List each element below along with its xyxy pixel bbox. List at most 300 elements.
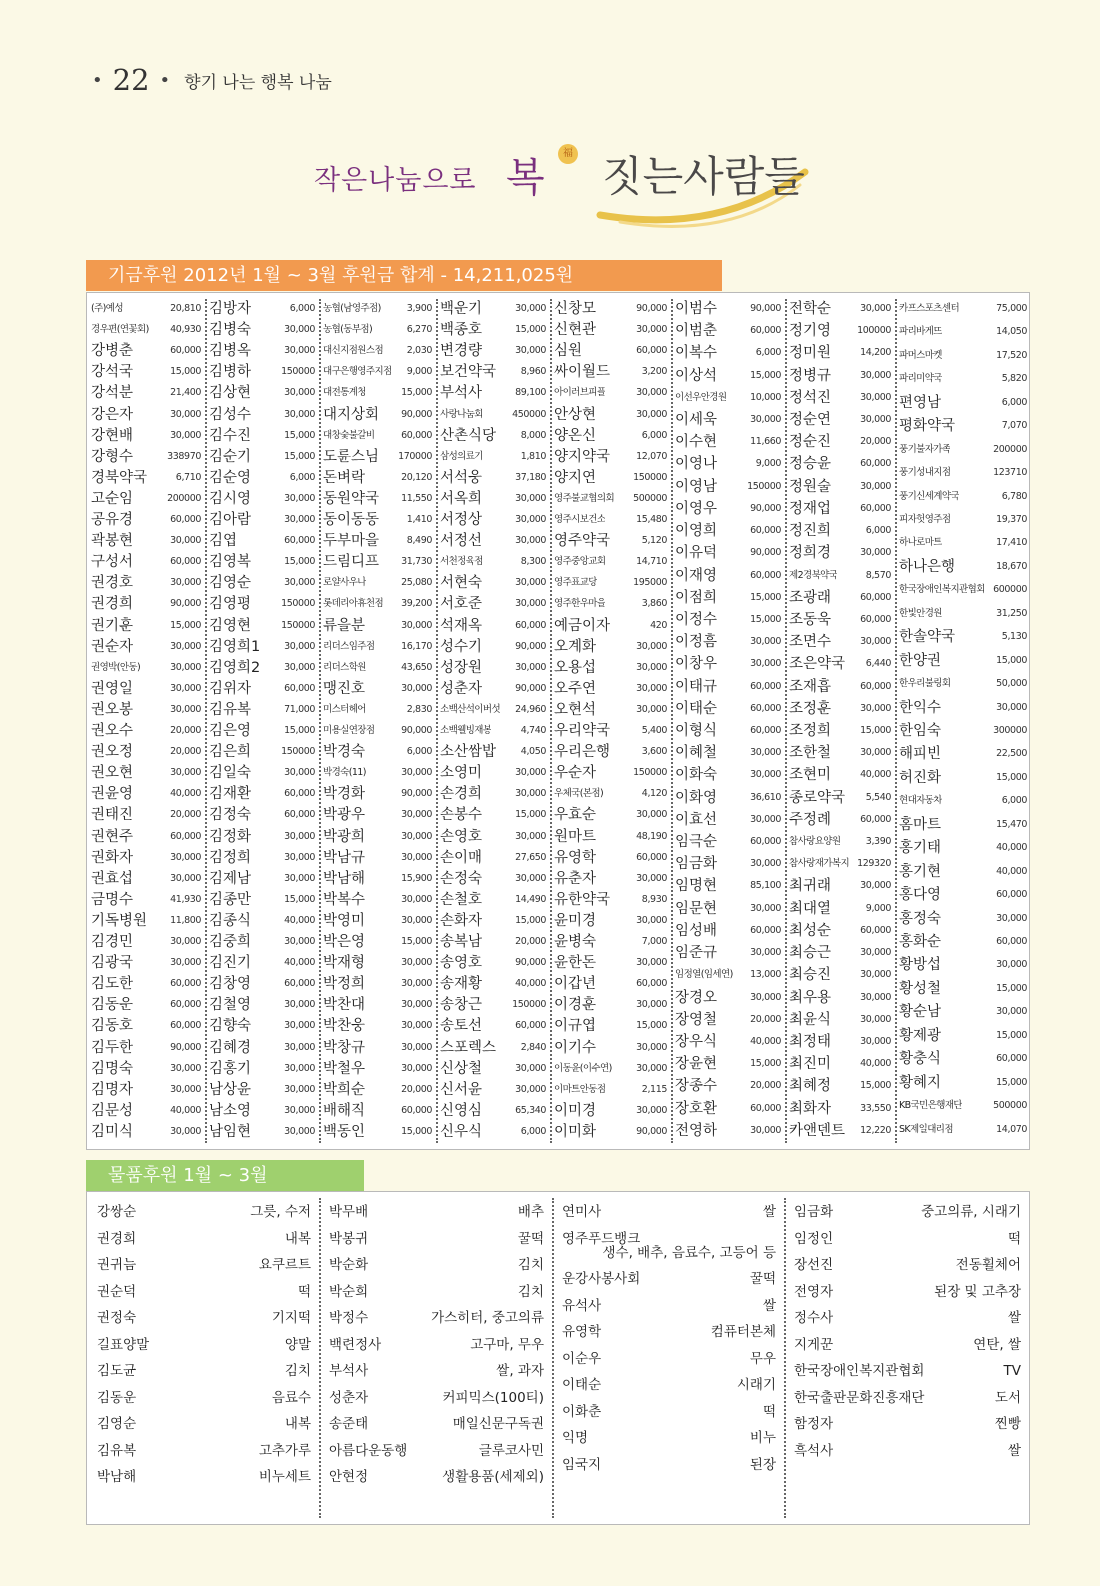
donation-amount: 30,000 — [170, 1125, 201, 1137]
donor-row — [436, 932, 550, 952]
donor-row — [671, 765, 785, 785]
donor-name: 황혜지 — [899, 1074, 942, 1091]
donation-amount: 30,000 — [170, 1062, 201, 1074]
donor-name: 권기훈 — [91, 617, 134, 634]
donor-name: 박광희 — [323, 828, 366, 845]
donor-row — [550, 658, 671, 678]
donated-item: 떡 — [762, 1403, 776, 1420]
donated-item: 김치 — [517, 1283, 544, 1300]
item-donor-column — [319, 1192, 552, 1524]
donor-name: 부석사 — [440, 385, 483, 402]
donor-name: 정미원 — [789, 345, 832, 362]
donor-row — [785, 432, 895, 452]
item-row — [784, 1229, 1029, 1249]
donor-name: 유춘자 — [554, 870, 597, 887]
donor-row — [436, 426, 550, 446]
donor-row — [671, 477, 785, 497]
donor-row — [671, 1010, 785, 1030]
donor-name: 김명숙 — [91, 1060, 134, 1077]
donor-row — [205, 616, 319, 636]
donor-row — [436, 383, 550, 403]
donation-amount: 30,000 — [284, 851, 315, 863]
donor-row — [319, 341, 436, 361]
donation-amount: 15,480 — [636, 514, 667, 525]
donor-name: 김미식 — [91, 1123, 134, 1140]
donor-name: 풍기성내지점 — [899, 467, 951, 479]
donor-name: 남소영 — [209, 1102, 252, 1119]
donor-row — [436, 869, 550, 889]
donation-amount: 30,000 — [636, 1104, 667, 1116]
donation-amount: 90,000 — [170, 1041, 201, 1053]
donor-name: 백종호 — [440, 322, 483, 339]
donor-name: 김아람 — [209, 512, 252, 528]
items-list-panel — [86, 1191, 1030, 1525]
donor-name: 최승근 — [789, 945, 832, 962]
donated-item: 가스히터, 중고의류 — [431, 1310, 544, 1326]
donor-column — [205, 293, 319, 1149]
donation-amount: 20,000 — [750, 1080, 781, 1092]
donation-amount: 15,000 — [860, 1080, 891, 1092]
donor-name: 영주표교당 — [554, 577, 597, 589]
donation-amount: 150000 — [281, 598, 315, 610]
donation-amount: 60,000 — [750, 836, 781, 848]
donor-name: 이복수 — [675, 345, 718, 362]
donation-amount: 30,000 — [750, 858, 781, 870]
donor-name: 이갑년 — [554, 976, 597, 993]
donor-row — [87, 383, 205, 403]
donor-name: 손봉수 — [440, 807, 483, 824]
donor-name: 임극순 — [675, 834, 718, 851]
donor-row — [895, 885, 1031, 905]
donor-row — [671, 699, 785, 719]
donor-row — [550, 1101, 671, 1121]
donor-row — [550, 953, 671, 973]
item-donor-name: 한국장애인복지관협회 — [794, 1363, 925, 1379]
donor-row — [550, 573, 671, 593]
donor-row — [785, 1099, 895, 1119]
donation-amount: 30,000 — [284, 324, 315, 336]
donor-name: 기독병원 — [91, 912, 148, 929]
item-row — [87, 1361, 319, 1381]
donor-row — [895, 533, 1031, 553]
donation-amount: 2,115 — [641, 1083, 667, 1095]
item-row — [552, 1455, 784, 1475]
donation-amount: 30,000 — [401, 1020, 432, 1032]
donation-amount: 30,000 — [860, 414, 891, 426]
donor-name: SK제일대리점 — [899, 1123, 953, 1135]
donation-amount: 6,000 — [289, 471, 315, 483]
donation-amount: 15,000 — [401, 1125, 432, 1137]
donor-name: 박복수 — [323, 891, 366, 908]
donor-row — [205, 1080, 319, 1100]
donation-amount: 30,000 — [515, 598, 546, 610]
item-row — [87, 1202, 319, 1222]
donation-amount: 13,000 — [750, 969, 781, 981]
donor-row — [87, 447, 205, 467]
item-donor-name: 장선진 — [794, 1257, 834, 1273]
donor-column — [895, 293, 1031, 1149]
donor-name: 송복남 — [440, 934, 483, 950]
donor-row — [785, 299, 895, 319]
donor-row — [436, 468, 550, 488]
donor-name: 신우식 — [440, 1123, 483, 1140]
donation-amount: 6,000 — [520, 1125, 546, 1137]
donation-amount: 30,000 — [170, 408, 201, 420]
donor-name: 김향숙 — [209, 1018, 252, 1035]
donor-name: 김제남 — [209, 870, 252, 887]
item-row — [552, 1229, 784, 1261]
donor-name: 장호환 — [675, 1100, 718, 1117]
donor-name: 이태규 — [675, 678, 718, 695]
donation-amount: 60,000 — [170, 830, 201, 842]
item-donor-name: 흑석사 — [794, 1442, 834, 1459]
donation-amount: 30,000 — [284, 1125, 315, 1137]
donor-name: 서석웅 — [440, 469, 483, 486]
donor-row — [895, 369, 1031, 389]
donor-name: 고순임 — [91, 490, 134, 507]
donation-amount: 31,250 — [996, 607, 1027, 619]
donor-row — [895, 1096, 1031, 1116]
donated-item: 양말 — [284, 1336, 311, 1353]
donation-amount: 15,000 — [170, 619, 201, 631]
donor-row — [87, 890, 205, 910]
donor-row — [671, 366, 785, 386]
donation-amount: 6,000 — [406, 746, 432, 758]
donor-name: 소백웰빙재봉 — [440, 725, 492, 736]
donor-name: 홍기현 — [899, 863, 942, 880]
donor-name: 파리바게뜨 — [899, 326, 942, 338]
donation-amount: 17,520 — [996, 349, 1027, 361]
item-donor-name: 연미사 — [562, 1204, 602, 1220]
donor-row — [550, 1122, 671, 1142]
donated-item: 컴퓨터본체 — [710, 1324, 776, 1340]
item-donor-name: 임국지 — [562, 1456, 602, 1473]
donor-row — [436, 890, 550, 910]
donor-name: 이영남 — [675, 478, 718, 495]
donor-row — [205, 341, 319, 361]
donation-amount: 30,000 — [284, 999, 315, 1011]
donation-amount: 9,000 — [406, 366, 432, 378]
item-row — [784, 1335, 1029, 1355]
donor-name: 박재형 — [323, 955, 366, 972]
donor-row — [550, 700, 671, 720]
donation-amount: 30,000 — [284, 936, 315, 947]
donation-amount: 6,000 — [289, 303, 315, 314]
donor-row — [436, 320, 550, 340]
donor-name: 김동운 — [91, 997, 134, 1014]
donor-name: 김영순 — [209, 575, 252, 592]
donation-amount: 30,000 — [284, 661, 315, 673]
donor-name: 이점희 — [675, 589, 718, 606]
donor-name: 한빛안경원 — [899, 607, 942, 619]
donor-name: 서현숙 — [440, 575, 483, 592]
item-donor-name: 전영자 — [794, 1283, 834, 1300]
donor-name: 대창숯불갈비 — [323, 429, 375, 441]
donor-name: 양온신 — [554, 427, 597, 444]
item-row — [319, 1282, 552, 1302]
donation-amount: 60,000 — [860, 613, 891, 625]
donor-row — [319, 616, 436, 636]
donor-row — [550, 1038, 671, 1058]
donor-name: 대지상회 — [323, 406, 380, 423]
donor-name: 양지약국 — [554, 448, 611, 465]
donor-row — [319, 573, 436, 593]
item-row — [784, 1255, 1029, 1275]
donor-column — [436, 293, 550, 1149]
donor-row — [895, 393, 1031, 413]
donation-amount: 12,220 — [860, 1124, 891, 1136]
donor-row — [671, 832, 785, 852]
donor-row — [205, 869, 319, 889]
donor-name: 손정숙 — [440, 870, 483, 887]
donation-amount: 6,000 — [1001, 795, 1027, 807]
donation-amount: 30,000 — [996, 959, 1027, 971]
donor-row — [87, 974, 205, 994]
donor-name: 이정수 — [675, 611, 718, 628]
donation-amount: 30,000 — [636, 682, 667, 694]
donor-name: 서호준 — [440, 596, 483, 613]
donor-name: 최성순 — [789, 922, 832, 939]
donor-name: 박남규 — [323, 849, 366, 866]
donation-amount: 30,000 — [515, 661, 546, 673]
donor-name: 이화숙 — [675, 767, 718, 784]
donation-amount: 60,000 — [170, 345, 201, 357]
donation-amount: 30,000 — [860, 636, 891, 648]
donation-list-panel — [86, 292, 1030, 1150]
donor-row — [436, 700, 550, 720]
donation-amount: 90,000 — [636, 303, 667, 314]
item-row — [319, 1308, 552, 1328]
donation-amount: 60,000 — [284, 535, 315, 547]
donor-row — [550, 911, 671, 931]
donor-name: 박정희 — [323, 976, 366, 993]
donation-amount: 30,000 — [515, 492, 546, 504]
donation-amount: 30,000 — [750, 658, 781, 670]
donation-amount: 20,120 — [401, 471, 432, 483]
donor-name: 김영희1 — [209, 638, 261, 655]
donor-name: 롯데리아휴천점 — [323, 598, 384, 610]
item-donor-name: 정수사 — [794, 1310, 834, 1326]
donated-item: 쌀 — [1007, 1310, 1021, 1326]
donor-name: 예금이자 — [554, 617, 611, 634]
donor-row — [436, 658, 550, 678]
donor-row — [550, 383, 671, 403]
donor-row — [550, 405, 671, 425]
donation-amount: 60,000 — [860, 591, 891, 603]
donation-amount: 6,000 — [641, 429, 667, 441]
donor-name: 파머스마켓 — [899, 349, 942, 361]
donor-row — [319, 869, 436, 889]
donor-row — [319, 510, 436, 530]
donor-row — [319, 447, 436, 467]
donation-amount: 15,000 — [996, 1029, 1027, 1041]
donor-row — [319, 383, 436, 403]
donor-row — [205, 573, 319, 593]
donor-name: 홍화순 — [899, 934, 942, 950]
donor-name: 조정훈 — [789, 700, 832, 717]
donor-name: 대구은행영주지점 — [323, 366, 392, 378]
donor-row — [785, 943, 895, 963]
donor-name: 한임숙 — [899, 723, 942, 739]
item-row — [87, 1255, 319, 1275]
donor-row — [436, 573, 550, 593]
donor-name: 김순기 — [209, 448, 252, 465]
donor-row — [895, 1049, 1031, 1069]
donation-amount: 15,000 — [401, 936, 432, 947]
donor-name: 김중희 — [209, 934, 252, 950]
donor-row — [319, 721, 436, 741]
donor-name: 도륜스님 — [323, 448, 380, 465]
donor-row — [87, 362, 205, 382]
donor-row — [895, 1002, 1031, 1022]
donor-row — [895, 979, 1031, 999]
item-donor-column — [87, 1192, 319, 1524]
donor-row — [319, 1016, 436, 1036]
donor-row — [785, 543, 895, 563]
donor-name: 원마트 — [554, 828, 597, 845]
donor-row — [895, 909, 1031, 929]
donation-amount: 30,000 — [170, 957, 201, 969]
donor-name: 권오현 — [91, 765, 134, 782]
donor-row — [550, 869, 671, 889]
donor-name: 이영희 — [675, 523, 718, 540]
donation-amount: 30,000 — [401, 1041, 432, 1053]
donor-name: 김상현 — [209, 385, 252, 402]
donor-row — [205, 1059, 319, 1079]
item-donor-name: 권순덕 — [97, 1283, 137, 1300]
donation-amount: 65,340 — [515, 1104, 546, 1116]
donation-amount: 22,500 — [996, 748, 1027, 760]
donation-amount: 30,000 — [750, 813, 781, 825]
donor-name: 임성배 — [675, 922, 718, 939]
donation-amount: 30,000 — [284, 408, 315, 420]
donation-amount: 60,000 — [515, 1020, 546, 1032]
donor-name: 신상철 — [440, 1060, 483, 1077]
donation-amount: 5,120 — [641, 535, 667, 547]
donor-row — [87, 616, 205, 636]
item-row — [319, 1255, 552, 1275]
donation-amount: 30,000 — [170, 703, 201, 715]
donor-row — [550, 805, 671, 825]
donor-name: 소영미 — [440, 765, 483, 782]
donor-name: 공유경 — [91, 512, 134, 528]
donation-amount: 60,000 — [170, 1020, 201, 1032]
item-row — [87, 1441, 319, 1461]
donor-row — [671, 566, 785, 586]
donor-name: 김정화 — [209, 828, 252, 845]
donor-name: 김영복 — [209, 554, 252, 571]
donation-amount: 15,000 — [750, 369, 781, 381]
donor-name: 변경량 — [440, 343, 483, 360]
donor-name: 우순자 — [554, 765, 597, 782]
donor-row — [205, 679, 319, 699]
item-row — [87, 1229, 319, 1249]
item-row — [319, 1361, 552, 1381]
donor-row — [319, 1122, 436, 1142]
donation-amount: 90,000 — [750, 502, 781, 514]
donor-name: KB국민은행재단 — [899, 1100, 963, 1112]
donor-name: 이경훈 — [554, 997, 597, 1014]
donor-name: 이미화 — [554, 1123, 597, 1140]
page-header — [92, 62, 332, 98]
donation-amount: 60,000 — [750, 569, 781, 581]
donation-amount: 4,120 — [641, 788, 667, 800]
item-row — [552, 1428, 784, 1448]
donor-name: 전영하 — [675, 1122, 718, 1139]
donation-amount: 40,000 — [170, 1104, 201, 1116]
donation-amount: 10,000 — [750, 391, 781, 403]
donation-amount: 14,050 — [996, 326, 1027, 338]
donation-amount: 89,100 — [515, 387, 546, 399]
donation-amount: 15,000 — [284, 893, 315, 905]
donation-amount: 200000 — [993, 443, 1027, 455]
donor-column — [550, 293, 671, 1149]
donation-amount: 30,000 — [636, 809, 667, 821]
donor-row — [436, 405, 550, 425]
donation-amount: 30,000 — [996, 912, 1027, 924]
donor-name: 성장원 — [440, 659, 483, 676]
donated-item: 생수, 배추, 음료수, 고등어 등 — [602, 1244, 776, 1261]
donation-amount: 150000 — [747, 480, 781, 492]
donor-name: 이범수 — [675, 301, 718, 317]
donor-name: 송창근 — [440, 997, 483, 1014]
donation-amount: 60,000 — [860, 924, 891, 936]
item-donor-name: 김동운 — [97, 1389, 137, 1406]
donor-row — [205, 890, 319, 910]
donor-row — [205, 658, 319, 678]
donation-amount: 60,000 — [860, 502, 891, 514]
donor-name: 박희순 — [323, 1081, 366, 1098]
donor-name: 김종식 — [209, 912, 252, 929]
donation-amount: 30,000 — [170, 682, 201, 694]
donor-row — [671, 410, 785, 430]
donor-row — [436, 531, 550, 551]
donor-row — [319, 848, 436, 868]
donor-row — [550, 531, 671, 551]
donation-amount: 30,000 — [170, 936, 201, 947]
donation-amount: 15,000 — [996, 771, 1027, 783]
donor-row — [550, 742, 671, 762]
donor-row — [205, 763, 319, 783]
donation-amount: 20,000 — [860, 436, 891, 448]
donor-name: 김성수 — [209, 406, 252, 423]
donor-name: 박경숙 — [323, 744, 366, 761]
donation-amount: 30,000 — [170, 851, 201, 863]
donation-amount: 300000 — [993, 725, 1027, 736]
donated-item: 떡 — [297, 1283, 311, 1300]
donor-name: 임준규 — [675, 945, 718, 962]
donor-row — [785, 965, 895, 985]
donor-name: 참사랑재가복지 — [789, 858, 850, 870]
donation-amount: 30,000 — [636, 387, 667, 399]
donor-name: 손화자 — [440, 912, 483, 929]
donor-row — [550, 721, 671, 741]
donor-row — [550, 320, 671, 340]
donation-amount: 195000 — [633, 577, 667, 589]
donor-row — [87, 848, 205, 868]
donor-row — [785, 566, 895, 586]
item-donor-name: 임정인 — [794, 1230, 834, 1247]
donation-amount: 12,070 — [636, 450, 667, 462]
donor-row — [205, 742, 319, 762]
donation-amount: 40,000 — [860, 1058, 891, 1070]
donation-amount: 60,000 — [750, 725, 781, 736]
donor-name: 최대열 — [789, 900, 832, 917]
donor-name: 제2경북약국 — [789, 569, 838, 581]
donation-amount: 40,000 — [515, 978, 546, 990]
donor-row — [436, 974, 550, 994]
donor-row — [205, 995, 319, 1015]
